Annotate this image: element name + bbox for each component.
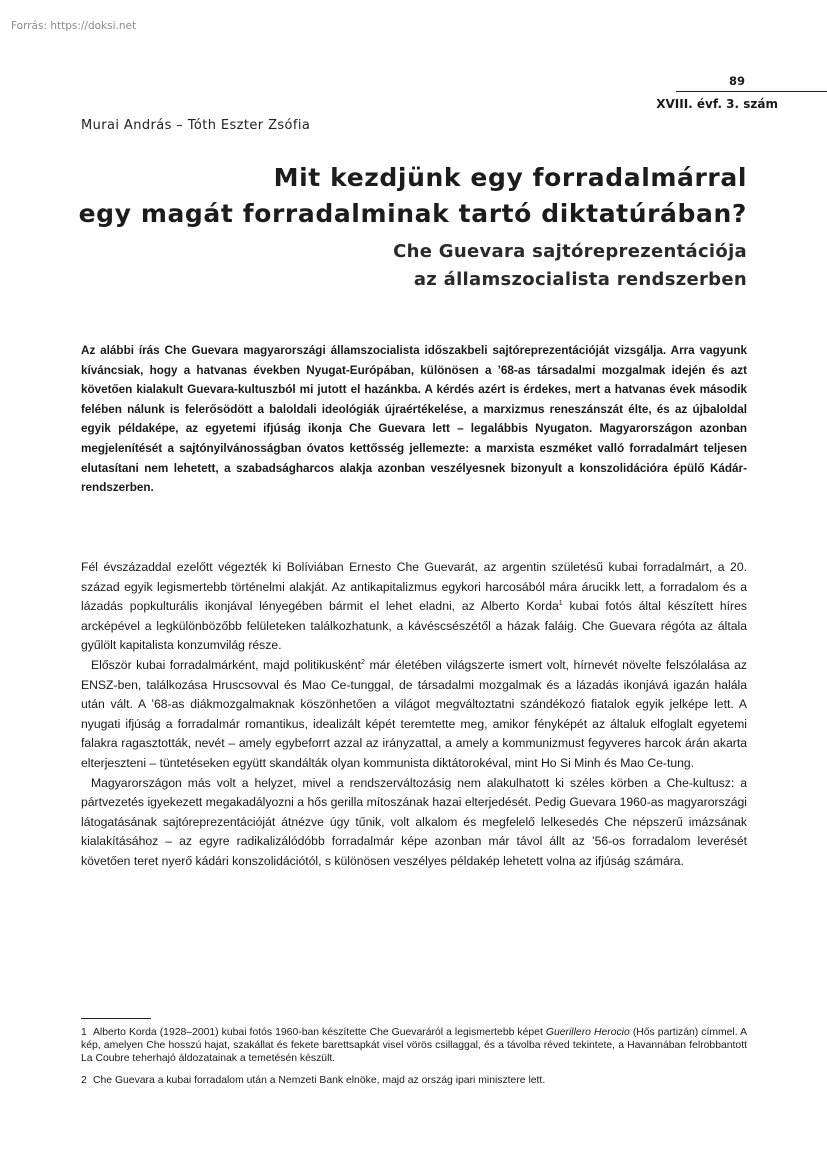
footnote-rule bbox=[81, 1018, 151, 1019]
paragraph-1: Fél évszázaddal ezelőtt végezték ki Bolíviában Ernesto Che Guevarát, az argentin születésű kubai forradalmárt, a 20. század egyik legismertebb történelmi alakját. Az antikapitalizmus egykori harcosából mára árucikk lett, a forradalom és a lázadás popkulturális ikonjával lényegében bármit el lehet eladni, az Alberto Korda$^1$ kubai fotós által készített híres arcképével a legkülönbözőbb felületeken találkozhatunk, a kávéscsészétől a házak faláig. Che Guevara régóta az általa gyűlölt kapitalista konzumvilág része. bbox=[81, 560, 747, 653]
title-line-1: Mit kezdjünk egy forradalmárral bbox=[273, 163, 747, 192]
article-subtitle bbox=[393, 238, 747, 294]
footnote-ref-2[interactable]: 2 bbox=[361, 658, 365, 666]
page-number: 89 bbox=[728, 74, 745, 88]
title-line-2: egy magát forradalminak tartó diktatúrában? bbox=[78, 199, 747, 228]
header-rule bbox=[676, 91, 827, 92]
authors: Murai András – Tóth Eszter Zsófia bbox=[81, 118, 311, 133]
footnote-2: 2 Che Guevara a kubai forradalom után a Nemzeti Bank elnöke, majd az ország ipari minisztere lett. bbox=[81, 1074, 546, 1086]
source-url: Forrás: https://doksi.net bbox=[11, 20, 137, 32]
subtitle-line-2: az államszocialista rendszerben bbox=[413, 269, 747, 290]
footnote-ref-1[interactable]: 1 bbox=[558, 600, 563, 608]
paragraph-3: Magyarországon más volt a helyzet, mivel a rendszerváltozásig nem alakulhatott ki széles körben a Che-kultusz: a pártvezetés igyekezett megakadályozni a hős gerilla mítoszának hazai elterjedését. Pedig Guevara 1960-as magyarországi látogatásának sajtóreprezentációját átnézve úgy tűnik, volt alkalom és megfelelő lelkesedés Che népszerű imázsának kialakításához – az egyre radikalizálódóbb forradalmár képe azonban már távol állt az ’56-os forradalom leverését követően teret nyerő kádári konszolidációtól, s különösen veszélyes példakép lehetett volna az ifjúság számára. bbox=[81, 775, 747, 868]
article-title bbox=[79, 160, 747, 232]
subtitle-line-1: Che Guevara sajtóreprezentációja bbox=[393, 241, 747, 262]
paragraph-2: Először kubai forradalmárként, majd politikusként$^2$ már életében világszerte ismert volt, hírnevét növelte felszólalása az ENSZ-ben, találkozása Hruscsovval és Mao Ce-tunggal, de társadalmi mozgalmak és a lázadás ikonjává igazán halála után vált. A ’68-as diákmozgalmaknak köszönhetően a világot megváltoztatni szándékozó fiatalok egyik jelképe lett. A nyugati ifjúság a forradalmár romantikus, idealizált képét teremtette meg, amikor fényképét az általuk elfoglalt egyetemi falakra ragasztották, nevét – amely egybeforrt azzal az irányzattal, a amely a kommunizmust fegyveres harcok árán akarta elterjeszteni – tüntetéseken együtt skandálták olyan kommunista diktátorokéval, mint Ho Si Minh és Mao Ce-tung. bbox=[81, 657, 747, 770]
abstract: Az alábbi írás Che Guevara magyarországi államszocialista időszakbeli sajtóreprezentációját vizsgálja. Arra vagyunk kíváncsiak, hogy a hatvanas években Nyugat-Európában, különösen a ’68-as társadalmi mozgalmak idején és azt követően kialakult Guevara-kultuszból mi jutott el hazánkba. A kérdés azért is érdekes, mert a hatvanas évek második felében nálunk is felerősödött a baloldali ideológiák újraértékelése, a marxizmus reneszánszát élte, és az újbaloldal egyik példaképe, az egyetemi ifjúság ikonja Che Guevara lett – legalábbis Nyugaton. Magyarországon azonban megjelenítését a sajtónyilvánosságban óvatos kettősség jellemezte: a marxista eszméket valló forradalmárt teljesen elutasítani nem lehetett, a szabadságharcos alakja azonban veszélyesnek bizonyult a konszolidációra épülő Kádár-rendszerben. bbox=[81, 344, 747, 495]
footnote-1: 1 Alberto Korda (1928–2001) kubai fotós 1960-ban készítette Che Guevaráról a legismertebb képet Guerillero Herocio (Hős partizán) címmel. A kép, amelyen Che hosszú hajat, szakállat és fekete barettsapkát visel vörös csillaggal, és a távolba réved tekintete, a Havannában felrobbantott La Coubre teherhajó áldozatainak a temetésén készült. bbox=[81, 1027, 748, 1065]
footnotes bbox=[81, 1026, 747, 1095]
issue-label: XVIII. évf. 3. szám bbox=[656, 97, 778, 111]
article-body bbox=[81, 558, 747, 872]
